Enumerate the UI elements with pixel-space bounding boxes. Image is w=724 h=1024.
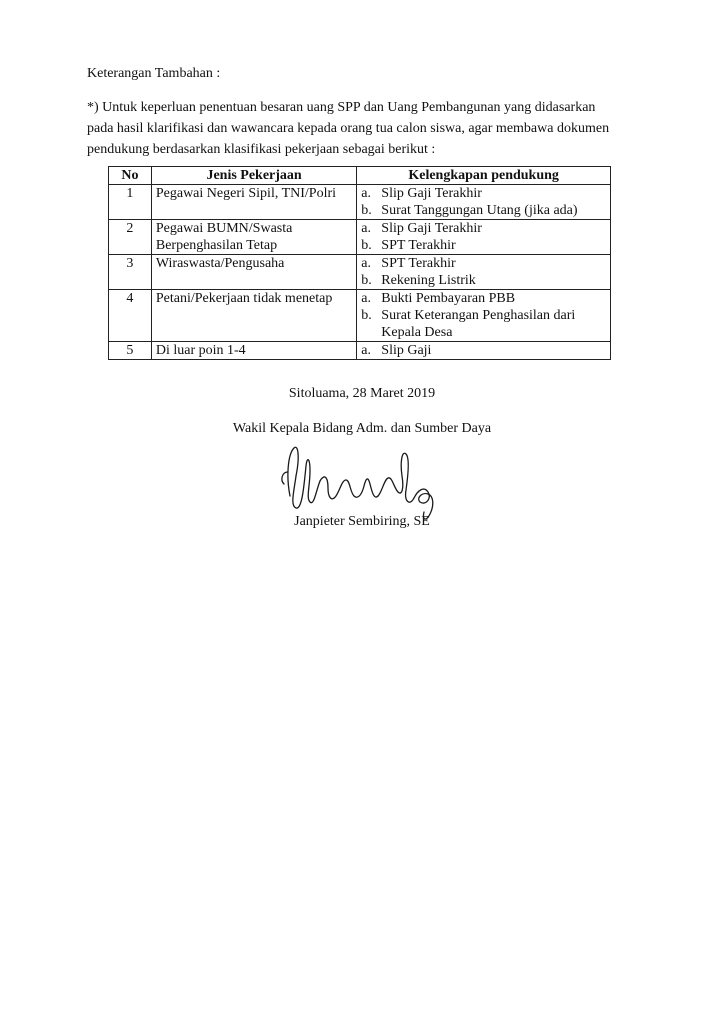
doc-item [361, 290, 606, 307]
doc-letter: a. [361, 186, 371, 201]
note-paragraph [87, 97, 647, 160]
job-type-cell [151, 185, 356, 220]
docs-cell [357, 185, 611, 220]
doc-letter: a. [361, 221, 371, 236]
header-supporting-docs: Kelengkapan pendukung [357, 167, 611, 185]
job-type-cell [151, 220, 356, 255]
note-heading: Keterangan Tambahan : [87, 66, 221, 81]
table-row [109, 255, 611, 290]
job-documents-table [108, 166, 611, 360]
doc-item [361, 272, 606, 289]
official-title: Wakil Kepala Bidang Adm. dan Sumber Daya [232, 421, 492, 436]
job-type-text: Pegawai BUMN/Swasta [155, 221, 293, 236]
job-type-cell [151, 290, 356, 342]
job-type-text: Pegawai Negeri Sipil, TNI/Polri [155, 186, 337, 201]
table-row [109, 185, 611, 220]
table-row [109, 342, 611, 360]
doc-item [361, 255, 606, 272]
job-type-text: Wiraswasta/Pengusaha [155, 256, 285, 271]
job-type-cell [151, 255, 356, 290]
row-number: 2 [109, 220, 152, 255]
doc-letter: a. [361, 291, 371, 306]
doc-text: Slip Gaji Terakhir [381, 221, 482, 236]
doc-text: Bukti Pembayaran PBB [381, 291, 516, 306]
row-number: 3 [109, 255, 152, 290]
note-line: pendukung berdasarkan klasifikasi pekerjaan sebagai berikut : [87, 142, 436, 157]
place-and-date: Sitoluama, 28 Maret 2019 [288, 386, 436, 401]
doc-text: SPT Terakhir [381, 256, 456, 271]
table-header-row [109, 167, 611, 185]
docs-cell [357, 255, 611, 290]
job-type-text: Di luar poin 1-4 [155, 343, 246, 358]
doc-text: Slip Gaji Terakhir [381, 186, 482, 201]
doc-item [361, 237, 606, 254]
doc-text: Surat Tanggungan Utang (jika ada) [381, 203, 578, 218]
header-no: No [109, 167, 152, 185]
doc-letter: a. [361, 343, 371, 358]
note-line: *) Untuk keperluan penentuan besaran uang SPP dan Uang Pembangunan yang didasarkan [87, 100, 596, 115]
doc-item [361, 307, 606, 341]
doc-text: Slip Gaji [381, 343, 432, 358]
table-row [109, 290, 611, 342]
job-type-cell [151, 342, 356, 360]
doc-letter: b. [361, 308, 372, 323]
doc-item [361, 185, 606, 202]
doc-item [361, 342, 606, 359]
docs-cell [357, 342, 611, 360]
job-type-text: Berpenghasilan Tetap [155, 238, 278, 253]
doc-letter: b. [361, 203, 372, 218]
doc-text: Surat Keterangan Penghasilan dari Kepala Desa [381, 308, 576, 340]
job-type-text: Petani/Pekerjaan tidak menetap [155, 291, 333, 306]
doc-letter: a. [361, 256, 371, 271]
doc-letter: b. [361, 238, 372, 253]
header-job-type: Jenis Pekerjaan [151, 167, 356, 185]
doc-item [361, 202, 606, 219]
note-line: pada hasil klarifikasi dan wawancara kepada orang tua calon siswa, agar membawa dokumen [87, 121, 610, 136]
table-row [109, 220, 611, 255]
doc-text: SPT Terakhir [381, 238, 456, 253]
doc-text: Rekening Listrik [381, 273, 476, 288]
doc-letter: b. [361, 273, 372, 288]
doc-item [361, 220, 606, 237]
docs-cell [357, 220, 611, 255]
docs-cell [357, 290, 611, 342]
row-number: 4 [109, 290, 152, 342]
row-number: 1 [109, 185, 152, 220]
signer-name: Janpieter Sembiring, SE [294, 514, 430, 529]
row-number: 5 [109, 342, 152, 360]
